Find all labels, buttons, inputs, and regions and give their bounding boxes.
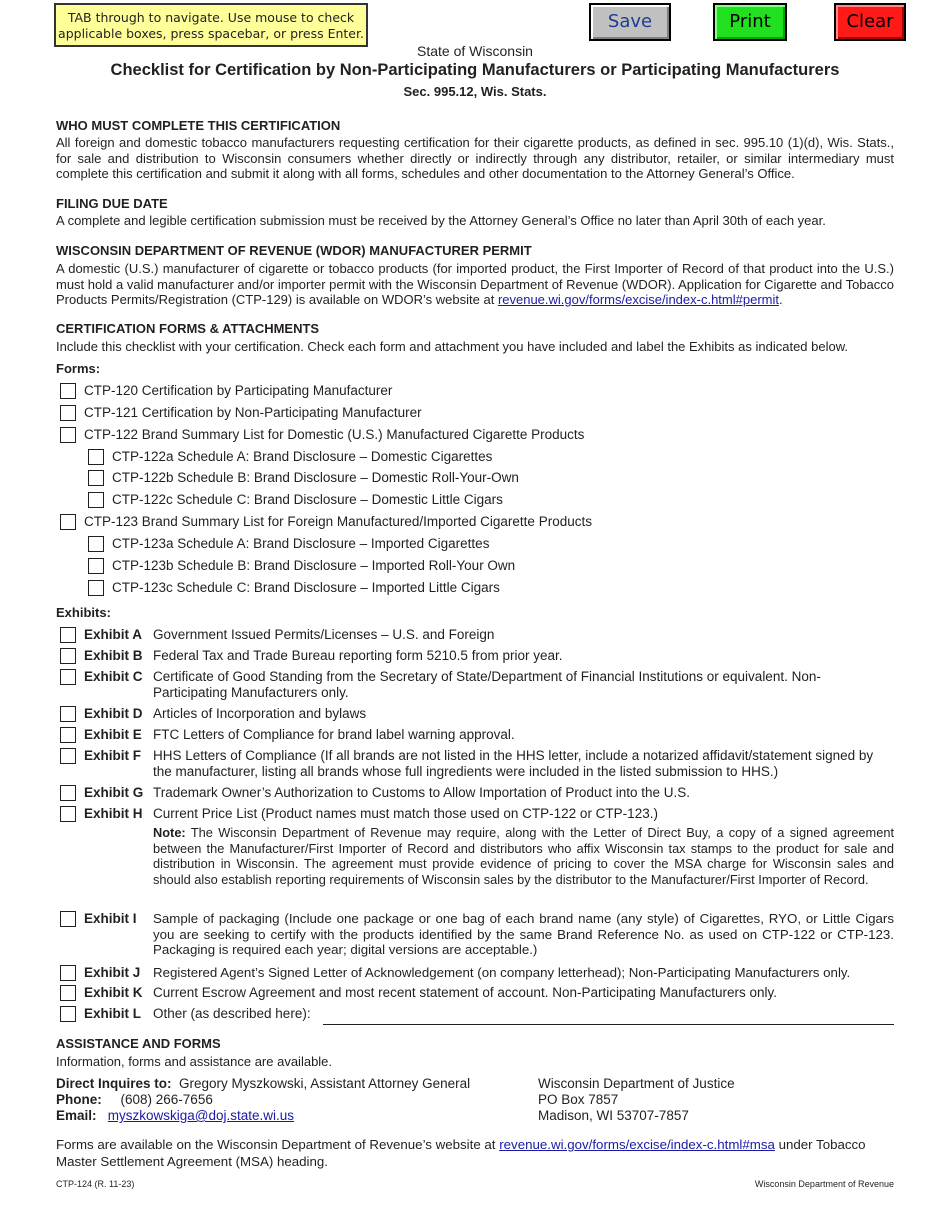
permit-heading: WISCONSIN DEPARTMENT OF REVENUE (WDOR) MANUFACTURER PERMIT [56, 243, 532, 258]
form-item-ctp-123b: CTP-123b Schedule B: Brand Disclosure – Imported Roll-Your Own [112, 558, 516, 573]
state-name: State of Wisconsin [417, 43, 533, 59]
exhibits-heading: Exhibits: [56, 605, 111, 620]
exhibit-b-label: Exhibit B [84, 648, 143, 663]
exhibit-h-label: Exhibit H [84, 806, 143, 821]
print-button[interactable]: Print [713, 3, 787, 41]
msa-link[interactable]: revenue.wi.gov/forms/excise/index-c.html#msa [499, 1137, 775, 1152]
checkbox-ctp-120[interactable] [60, 383, 76, 399]
checkbox-exhibit-l[interactable] [60, 1006, 76, 1022]
who-heading: WHO MUST COMPLETE THIS CERTIFICATION [56, 118, 341, 133]
save-button[interactable]: Save [589, 3, 671, 41]
email-link[interactable]: myszkowskiga@doj.state.wi.us [107, 1108, 295, 1123]
exhibit-d-label: Exhibit D [84, 706, 143, 721]
footer-dept: Wisconsin Department of Revenue [754, 1179, 894, 1189]
exhibit-i-text: Sample of packaging (Include one package or one bag of each brand name (any style) of Cigarettes, RYO, or Little Cigars you are seeking to certify with the products identified by the same Brand Reference No. as used on CTP-122 or CTP-123. Packaging is required each year; digital versions are acceptable.) [153, 911, 894, 957]
page-title: Checklist for Certification by Non-Participating Manufacturers or Participating Manufacturers [110, 61, 840, 79]
exhibit-e-text: FTC Letters of Compliance for brand label warning approval. [153, 727, 515, 742]
form-item-ctp-120: CTP-120 Certification by Participating Manufacturer [84, 383, 393, 398]
exhibit-j-label: Exhibit J [84, 965, 141, 980]
filing-text: A complete and legible certification submission must be received by the Attorney General’s Office no later than April 30th of each year. [56, 213, 826, 228]
checkbox-exhibit-i[interactable] [60, 911, 76, 927]
exhibit-l-label: Exhibit L [84, 1006, 141, 1021]
checkbox-ctp-122[interactable] [60, 427, 76, 443]
cert-heading: CERTIFICATION FORMS & ATTACHMENTS [56, 321, 320, 336]
checkbox-exhibit-f[interactable] [60, 748, 76, 764]
email-row: Email: myszkowskiga@doj.state.wi.us [56, 1108, 295, 1123]
exhibit-h-note: Note: The Wisconsin Department of Revenue may require, along with the Letter of Direct Buy, a copy of a signed agreement between the Manufacturer/First Importer of Record and distributors who affix Wisconsin tax stamps to the product for sale and distribution in Wisconsin. The agreement must provide evidence of pricing to cover the MSA charge for Wisconsin sales and should also establish reporting requirements of Wisconsin sales by the distributor to the Manufacturer/First Importer of Record. [153, 825, 894, 887]
cert-text: Include this checklist with your certification. Check each form and attachment you have included and label the Exhibits as indicated below. [56, 339, 848, 354]
assist-heading: ASSISTANCE AND FORMS [56, 1036, 221, 1051]
checkbox-exhibit-a[interactable] [60, 627, 76, 643]
address-line-3: Madison, WI 53707-7857 [538, 1108, 689, 1123]
checkbox-ctp-121[interactable] [60, 405, 76, 421]
clear-button[interactable]: Clear [834, 3, 906, 41]
checkbox-ctp-123c[interactable] [88, 580, 104, 596]
checkbox-exhibit-d[interactable] [60, 706, 76, 722]
exhibit-f-text: HHS Letters of Compliance (If all brands are not listed in the HHS letter, include a notarized affidavit/statement signed by the manufacturer, listing all brands whose full ingredients were included in the listed submission to HHS.) [153, 748, 874, 779]
exhibit-j-text: Registered Agent’s Signed Letter of Acknowledgement (on company letterhead); Non-Participating Manufacturers only. [153, 965, 851, 980]
checkbox-exhibit-c[interactable] [60, 669, 76, 685]
form-item-ctp-122b: CTP-122b Schedule B: Brand Disclosure – Domestic Roll-Your-Own [112, 470, 519, 485]
filing-heading: FILING DUE DATE [56, 196, 168, 211]
who-text: All foreign and domestic tobacco manufacturers requesting certification for their cigarette products, as defined in sec. 995.10 (1)(d), Wis. Stats., for sale and distribution to Wisconsin consumers whether directly or indirectly through any distributor, retailer, or similar intermediary must complete this certification and submit it along with all forms, schedules and other documentation to the Attorney General’s Office. [56, 135, 894, 181]
checkbox-exhibit-e[interactable] [60, 727, 76, 743]
checkbox-exhibit-g[interactable] [60, 785, 76, 801]
forms-available-text: Forms are available on the Wisconsin Department of Revenue’s website at revenue.wi.gov/forms/excise/index-c.html#msa under Tobacco Master Settlement Agreement (MSA) heading. [56, 1137, 866, 1169]
checkbox-ctp-123a[interactable] [88, 536, 104, 552]
exhibit-k-label: Exhibit K [84, 985, 143, 1000]
exhibit-l-other-field[interactable] [323, 1024, 894, 1025]
exhibit-k-text: Current Escrow Agreement and most recent statement of account. Non-Participating Manufacturers only. [153, 985, 778, 1000]
exhibit-d-text: Articles of Incorporation and bylaws [153, 706, 367, 721]
form-item-ctp-122a: CTP-122a Schedule A: Brand Disclosure – Domestic Cigarettes [112, 449, 493, 464]
checkbox-ctp-122b[interactable] [88, 470, 104, 486]
exhibit-a-text: Government Issued Permits/Licenses – U.S. and Foreign [153, 627, 495, 642]
exhibit-g-label: Exhibit G [84, 785, 144, 800]
checkbox-ctp-122a[interactable] [88, 449, 104, 465]
form-item-ctp-123c: CTP-123c Schedule C: Brand Disclosure – Imported Little Cigars [112, 580, 500, 595]
phone-row: Phone: (608) 266-7656 [56, 1092, 213, 1107]
checkbox-exhibit-k[interactable] [60, 985, 76, 1001]
checkbox-ctp-122c[interactable] [88, 492, 104, 508]
form-item-ctp-121: CTP-121 Certification by Non-Participating Manufacturer [84, 405, 422, 420]
exhibit-e-label: Exhibit E [84, 727, 142, 742]
forms-heading: Forms: [56, 361, 101, 376]
exhibit-h-text: Current Price List (Product names must match those used on CTP-122 or CTP-123.) [153, 806, 658, 821]
exhibit-f-label: Exhibit F [84, 748, 141, 763]
form-item-ctp-122c: CTP-122c Schedule C: Brand Disclosure – Domestic Little Cigars [112, 492, 503, 507]
assist-text: Information, forms and assistance are available. [56, 1054, 333, 1069]
form-item-ctp-123: CTP-123 Brand Summary List for Foreign Manufactured/Imported Cigarette Products [84, 514, 592, 529]
checkbox-ctp-123b[interactable] [88, 558, 104, 574]
checkbox-ctp-123[interactable] [60, 514, 76, 530]
address-line-1: Wisconsin Department of Justice [538, 1076, 735, 1091]
checkbox-exhibit-j[interactable] [60, 965, 76, 981]
form-item-ctp-122: CTP-122 Brand Summary List for Domestic (U.S.) Manufactured Cigarette Products [84, 427, 585, 442]
exhibit-l-text: Other (as described here): [153, 1006, 311, 1021]
inquire-row: Direct Inquires to: Gregory Myszkowski, Assistant Attorney General [56, 1076, 471, 1091]
checkbox-exhibit-b[interactable] [60, 648, 76, 664]
exhibit-g-text: Trademark Owner’s Authorization to Customs to Allow Importation of Product into the U.S. [153, 785, 690, 800]
form-id: CTP-124 (R. 11-23) [56, 1179, 135, 1189]
exhibit-i-label: Exhibit I [84, 911, 137, 926]
address-line-2: PO Box 7857 [538, 1092, 619, 1107]
navigation-instructions: TAB through to navigate. Use mouse to check applicable boxes, press spacebar, or press Enter. [54, 3, 368, 47]
checkbox-exhibit-h[interactable] [60, 806, 76, 822]
exhibit-c-text: Certificate of Good Standing from the Secretary of State/Department of Financial Institutions or equivalent. Non-Participating Manufacturers only. [153, 669, 821, 700]
form-item-ctp-123a: CTP-123a Schedule A: Brand Disclosure – Imported Cigarettes [112, 536, 490, 551]
exhibit-a-label: Exhibit A [84, 627, 143, 642]
exhibit-c-label: Exhibit C [84, 669, 143, 684]
permit-link[interactable]: revenue.wi.gov/forms/excise/index-c.html#permit [497, 292, 779, 307]
statute-subtitle: Sec. 995.12, Wis. Stats. [403, 84, 547, 99]
permit-text: A domestic (U.S.) manufacturer of cigarette or tobacco products (for imported product, the First Importer of Record of that product into the U.S.) must hold a valid manufacturer and/or importer permit with the Wisconsin Department of Revenue (WDOR). Application for Cigarette and Tobacco Products Permits/Registration (CTP-129) is available on WDOR’s website at revenue.wi.gov/forms/excise/index-c.html#permit. [56, 261, 894, 307]
exhibit-b-text: Federal Tax and Trade Bureau reporting form 5210.5 from prior year. [153, 648, 563, 663]
